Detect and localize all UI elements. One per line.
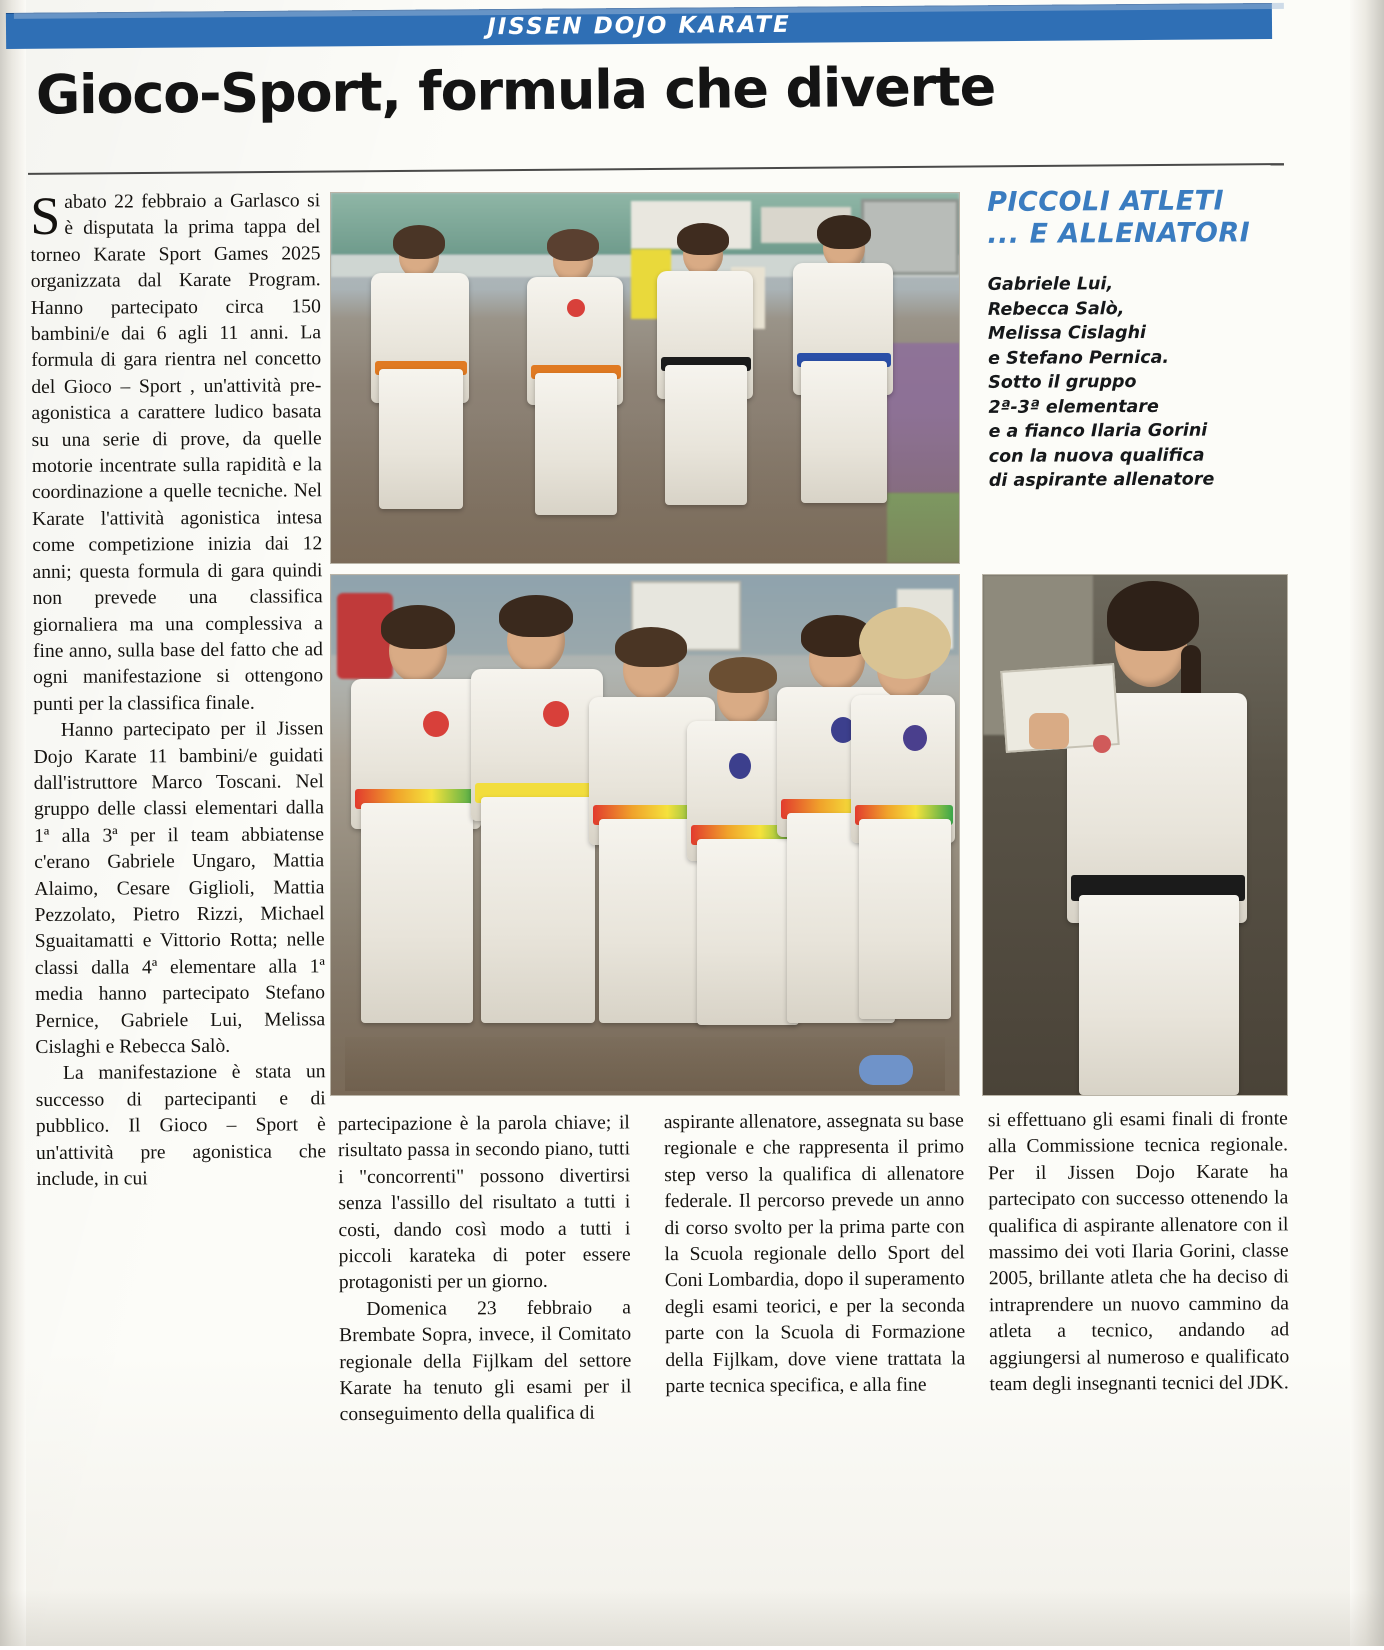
- sidebar-caption: [988, 271, 1289, 493]
- caption-line: e a fianco Ilaria Gorini: [988, 420, 1208, 442]
- column-1: [30, 185, 327, 1193]
- col2-paragraph-1: partecipazione è la parola chiave; il risultato passa in secondo piano, tutti i "concorrenti" possono divertirsi senza l'assillo del risultato a tutti i costi, dando così modo a tutti i piccoli karateka di poter essere protagonisti per un giorno.: [337, 1112, 631, 1294]
- sidebar-caption-block: [987, 185, 1289, 493]
- caption-line: di aspirante allenatore: [988, 469, 1215, 491]
- column-2: [338, 1110, 632, 1429]
- drop-cap: S: [30, 185, 61, 247]
- caption-line: con la nuova qualifica: [988, 445, 1205, 467]
- caption-line: e Stefano Pernica.: [988, 347, 1170, 369]
- caption-line: Melissa Cislaghi: [987, 322, 1147, 344]
- masthead-title: JISSEN DOJO KARATE: [487, 11, 791, 41]
- page-title: Gioco-Sport, formula che diverte: [35, 55, 996, 127]
- sidebar-title: [987, 185, 1287, 251]
- sidebar-title-line-2: ... E ALLENATORI: [987, 217, 1251, 250]
- caption-line: Sotto il gruppo: [988, 372, 1137, 393]
- sidebar-title-line-1: PICCOLI ATLETI: [987, 185, 1225, 218]
- caption-line: 2ª-3ª elementare: [988, 396, 1159, 418]
- col3-paragraph-1: aspirante allenatore, assegnata su base regionale e che rappresenta il primo step verso la qualifica di allenatore federale. Il percorso prevede un anno di corso svolto per la prima parte con la Scuola regionale dello Sport del Coni Lombardia, dopo il superamento degli esami teorici, e per la seconda parte con la Scuola di Formazione della Fijlkam, dove viene trattata la parte tecnica specifica, e alla fine: [663, 1110, 966, 1398]
- col4-paragraph-1: si effettuano gli esami finali di fronte alla Commissione tecnica regionale. Per il Jissen Dojo Karate ha partecipato con successo ottenendo la qualifica di aspirante allenatore con il massimo dei voti Ilaria Gorini, classe 2005, brillante atleta che ha deciso di intraprendere un nuovo cammino da atleta a tecnico, andando ad aggiungersi al numeroso e qualificato team degli insegnanti tecnici del JDK.: [987, 1108, 1290, 1396]
- col1-paragraph-3: La manifestazione è stata un successo di partecipanti e di pubblico. Il Gioco – Sport è un'attività pre agonistica che include, in cui: [35, 1061, 327, 1191]
- col1-paragraph-1: [30, 185, 324, 718]
- column-4: [988, 1106, 1290, 1398]
- col1-paragraph-2: Hanno partecipato per il Jissen Dojo Karate 11 bambini/e guidati dall'istruttore Marco Toscani. Nel gruppo delle classi elementari dalla 1ª alla 3ª per il team abbiatense c'erano Gabriele Ungaro, Mattia Alaimo, Cesare Giglioli, Mattia Pezzolato, Pietro Rizzi, Michael Sguaitamatti e Vittorio Rotta; nelle classi dalla 4ª elementare alla 1ª media hanno partecipato Stefano Pernice, Gabriele Lui, Melissa Cislaghi e Rebecca Salò.: [33, 718, 326, 1059]
- caption-line: Rebecca Salò,: [987, 298, 1125, 320]
- col1-paragraph-1-text: abato 22 febbraio a Garlasco si è disputata la prima tappa del torneo Karate Sport Games 2025 organizzata dal Karate Program. Hanno partecipato circa 150 bambini/e dai 6 agli 11 anni. La formula di gara rientra nel concetto del Gioco – Sport , un'attività pre-agonistica a carattere ludico basata su una serie di prove, da quelle motorie incentrate sulla rapidità e la coordinazione a quelle tecniche. Nel Karate l'attività agonistica intesa come competizione inizia dai 12 anni; questa formula di gara quindi non prevede una classifica giornaliera ma una complessiva a fine anno, sulla base del fatto che ad ogni manifestazione si ottengono punti per la classifica finale.: [30, 190, 324, 715]
- caption-line: Gabriele Lui,: [987, 274, 1114, 295]
- column-3: [664, 1108, 966, 1400]
- col2-paragraph-2: Domenica 23 febbraio a Brembate Sopra, invece, il Comitato regionale della Fijlkam del settore Karate ha tenuto gli esami per il conseguimento della qualifica di: [339, 1297, 632, 1426]
